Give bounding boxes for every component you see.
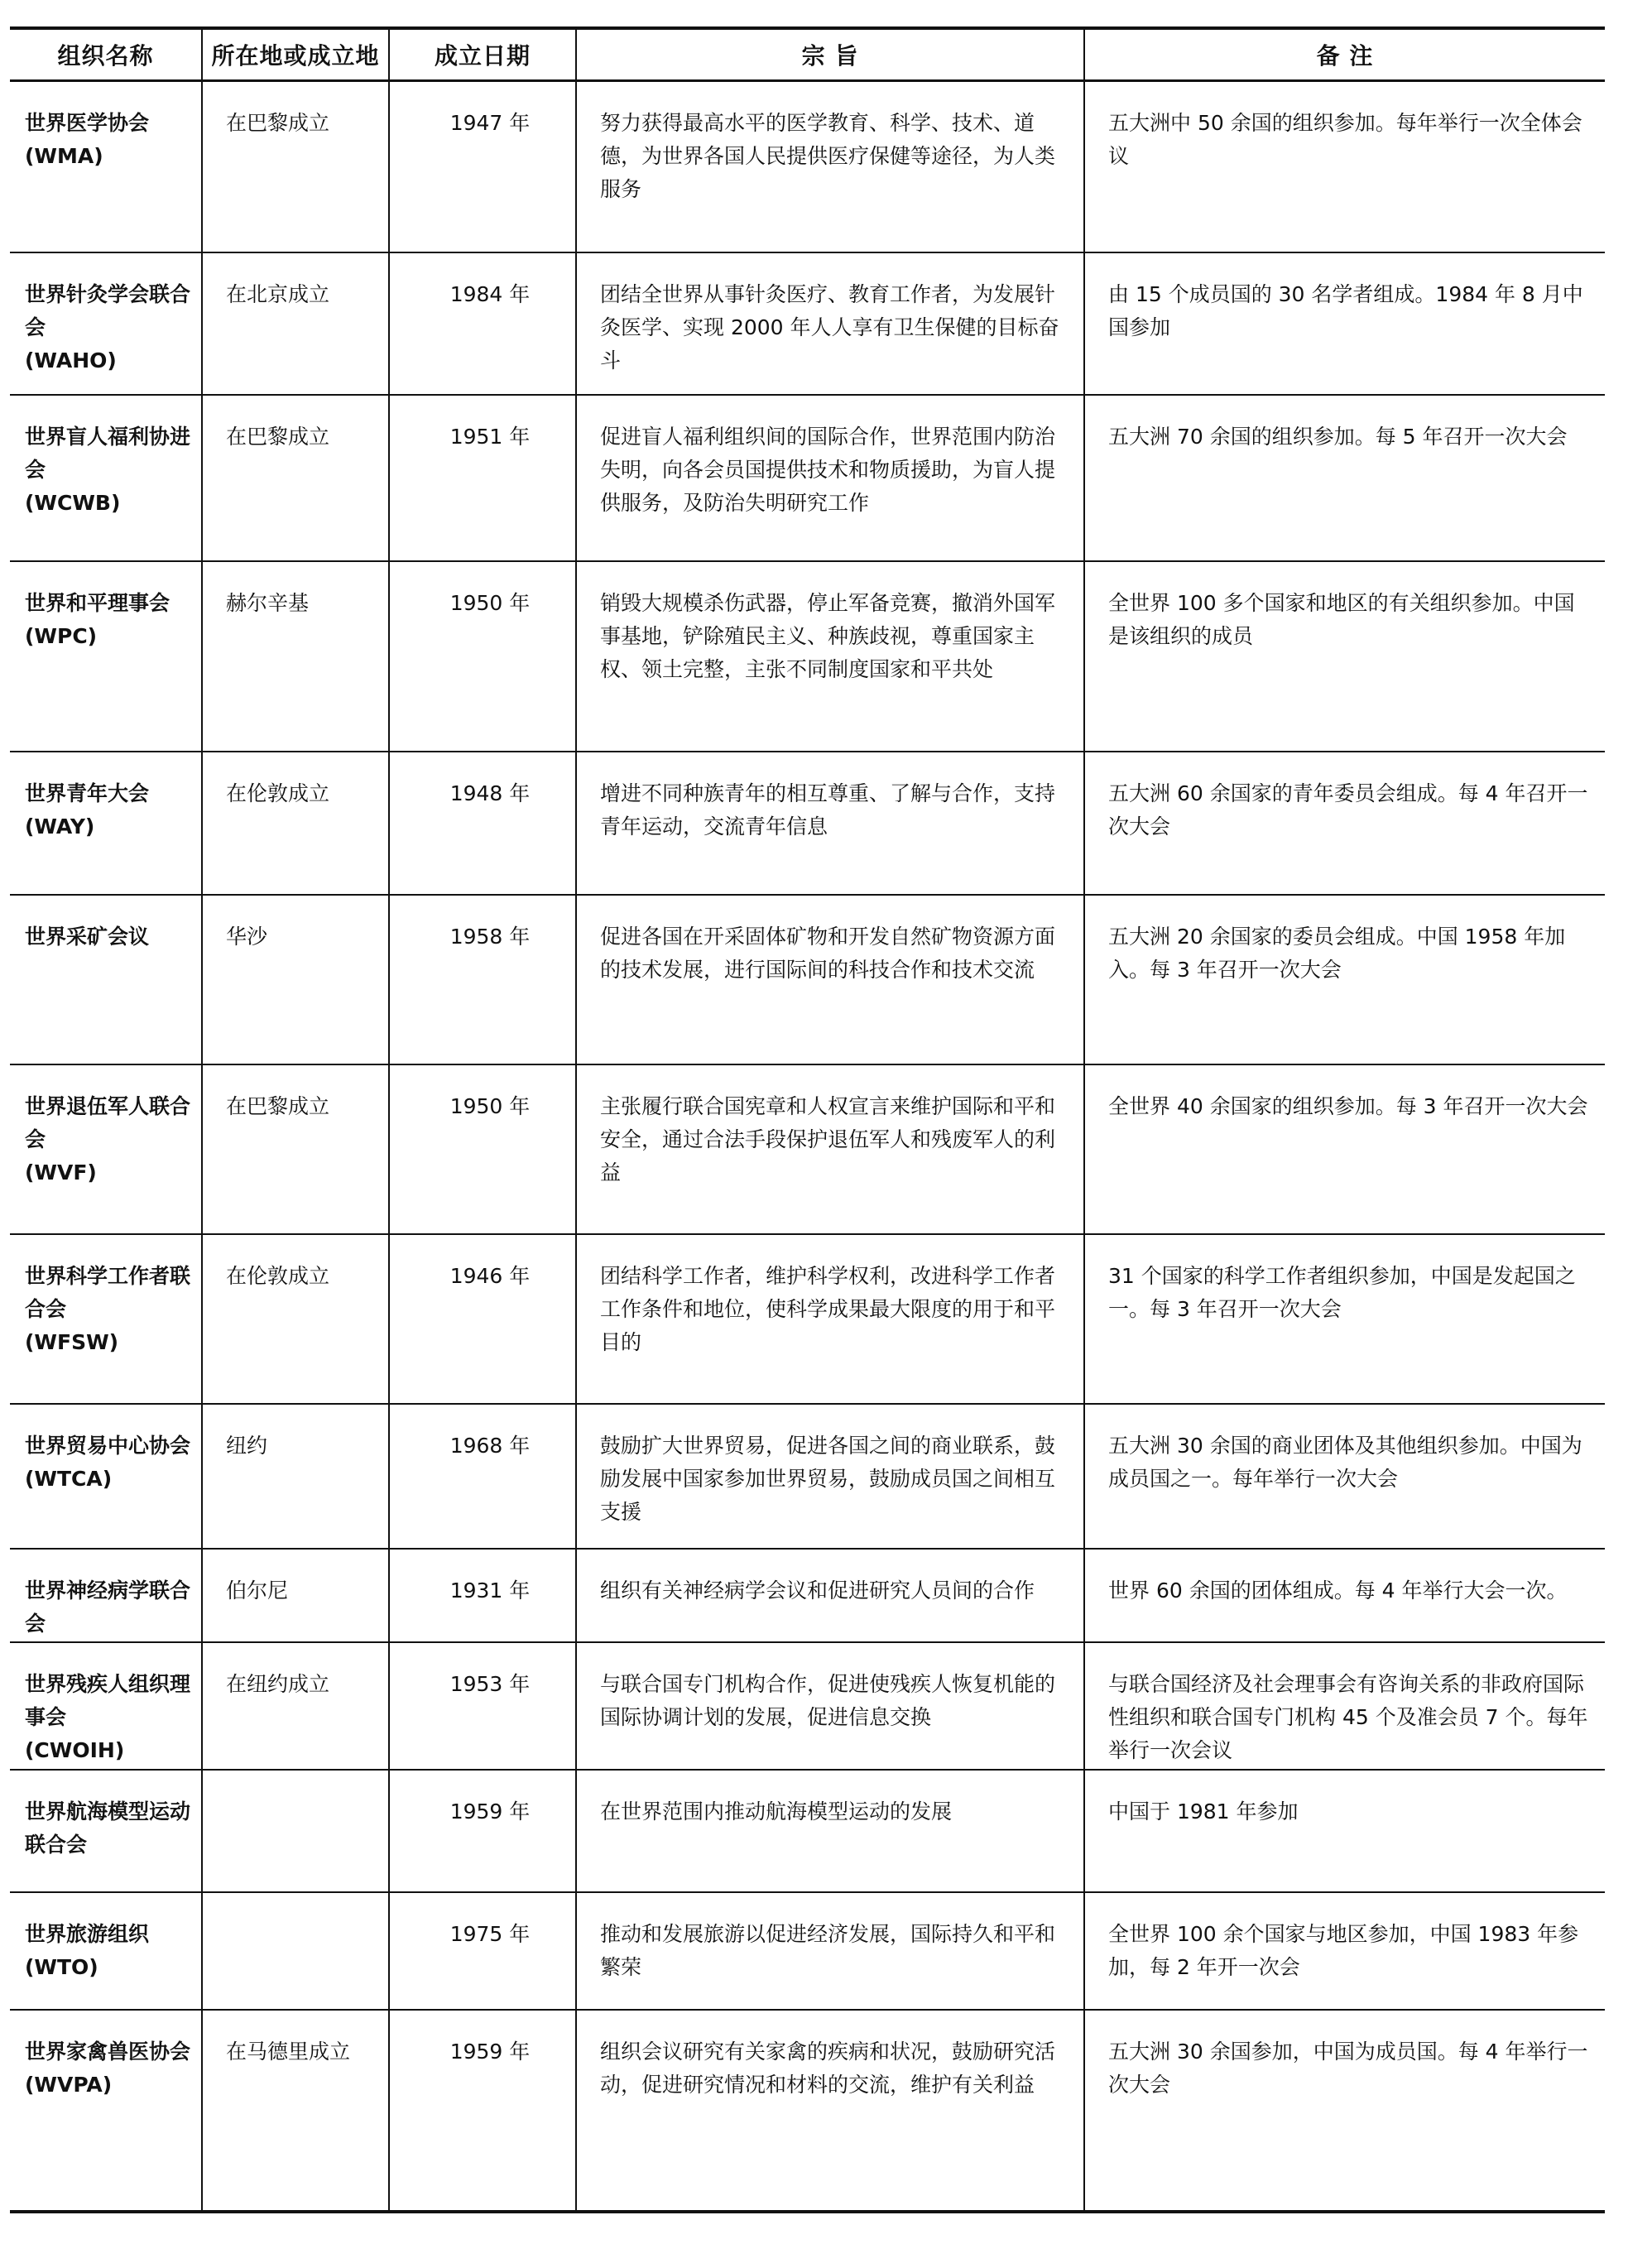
cell-location <box>202 752 389 895</box>
cell-purpose <box>576 895 1084 1064</box>
table-row <box>10 1234 1605 1404</box>
cell-notes-text: 五大洲中 50 余国的组织参加。每年举行一次全体会议 <box>1108 111 1582 168</box>
cell-purpose-text: 鼓励扩大世界贸易，促进各国之间的商业联系，鼓励发展中国家参加世界贸易，鼓励成员国之间相互支援 <box>600 1433 1056 1524</box>
cell-date <box>389 1549 576 1642</box>
cell-name <box>10 81 202 252</box>
cell-name-text: 世界旅游组织 (WTO) <box>25 1921 150 1979</box>
cell-name <box>10 1404 202 1549</box>
cell-notes <box>1084 895 1605 1064</box>
cell-date-text: 1948 年 <box>449 781 531 805</box>
cell-name <box>10 1549 202 1642</box>
cell-notes-text: 五大洲 70 余国的组织参加。每 5 年召开一次大会 <box>1108 424 1568 449</box>
table-row <box>10 1404 1605 1549</box>
cell-date-text: 1931 年 <box>449 1578 531 1602</box>
cell-location-text: 赫尔辛基 <box>226 590 310 615</box>
cell-date-text: 1950 年 <box>449 590 531 615</box>
cell-location-text: 伯尔尼 <box>226 1578 289 1602</box>
cell-notes <box>1084 1404 1605 1549</box>
cell-purpose-text: 增进不同种族青年的相互尊重、了解与合作，支持青年运动，交流青年信息 <box>600 781 1056 838</box>
table-row <box>10 395 1605 561</box>
cell-notes-text: 全世界 40 余国家的组织参加。每 3 年召开一次大会 <box>1108 1093 1588 1118</box>
cell-name-text: 世界盲人福利协进会 (WCWB) <box>25 424 191 515</box>
cell-location <box>202 1404 389 1549</box>
cell-purpose <box>576 2010 1084 2212</box>
cell-location-text: 在伦敦成立 <box>226 781 330 805</box>
cell-location <box>202 1234 389 1404</box>
cell-name <box>10 1892 202 2010</box>
cell-purpose <box>576 1642 1084 1770</box>
cell-name <box>10 395 202 561</box>
cell-location-text: 华沙 <box>226 924 268 949</box>
cell-location-text: 在纽约成立 <box>226 1671 330 1696</box>
table-row <box>10 1549 1605 1642</box>
cell-location-text: 纽约 <box>226 1433 268 1458</box>
header-location: 所在地或成立地 <box>202 28 389 81</box>
cell-purpose-text: 与联合国专门机构合作，促进使残疾人恢复机能的国际协调计划的发展，促进信息交换 <box>600 1671 1056 1729</box>
cell-notes-text: 五大洲 60 余国家的青年委员会组成。每 4 年召开一次大会 <box>1108 781 1588 838</box>
cell-date-text: 1975 年 <box>449 1921 531 1946</box>
cell-name <box>10 1770 202 1892</box>
cell-notes-text: 五大洲 30 余国的商业团体及其他组织参加。中国为成员国之一。每年举行一次大会 <box>1108 1433 1582 1491</box>
cell-date <box>389 1770 576 1892</box>
cell-date <box>389 1404 576 1549</box>
cell-location-text: 在巴黎成立 <box>226 1093 330 1118</box>
cell-date-text: 1946 年 <box>449 1263 531 1288</box>
cell-purpose-text: 努力获得最高水平的医学教育、科学、技术、道德，为世界各国人民提供医疗保健等途径，为人类服务 <box>600 111 1056 201</box>
cell-purpose <box>576 1404 1084 1549</box>
table-row <box>10 1892 1605 2010</box>
cell-location <box>202 895 389 1064</box>
cell-notes <box>1084 2010 1605 2212</box>
cell-notes <box>1084 81 1605 252</box>
cell-date <box>389 2010 576 2212</box>
cell-location <box>202 1064 389 1234</box>
table-row <box>10 81 1605 252</box>
cell-location <box>202 1642 389 1770</box>
table-row <box>10 752 1605 895</box>
cell-purpose-text: 在世界范围内推动航海模型运动的发展 <box>600 1799 953 1824</box>
cell-date-text: 1947 年 <box>449 111 531 135</box>
cell-location-text: 在巴黎成立 <box>226 111 330 135</box>
cell-name-text: 世界家禽兽医协会 (WVPA) <box>25 2039 191 2097</box>
cell-location <box>202 395 389 561</box>
cell-location <box>202 561 389 752</box>
cell-notes <box>1084 252 1605 395</box>
cell-date <box>389 1642 576 1770</box>
cell-location <box>202 2010 389 2212</box>
cell-name <box>10 252 202 395</box>
header-row <box>10 28 1605 81</box>
cell-date-text: 1953 年 <box>449 1671 531 1696</box>
cell-location-text: 在巴黎成立 <box>226 424 330 449</box>
cell-date-text: 1959 年 <box>449 1799 531 1824</box>
cell-purpose <box>576 1064 1084 1234</box>
cell-name <box>10 561 202 752</box>
cell-notes <box>1084 1770 1605 1892</box>
cell-purpose <box>576 1549 1084 1642</box>
cell-purpose <box>576 561 1084 752</box>
header-name: 组织名称 <box>10 28 202 81</box>
table-row <box>10 1770 1605 1892</box>
cell-name-text: 世界神经病学联合会 <box>25 1578 191 1636</box>
cell-purpose <box>576 1892 1084 2010</box>
cell-date <box>389 1892 576 2010</box>
cell-notes-text: 世界 60 余国的团体组成。每 4 年举行大会一次。 <box>1108 1578 1568 1602</box>
cell-location-text: 在北京成立 <box>226 281 330 306</box>
cell-location-text: 在伦敦成立 <box>226 1263 330 1288</box>
table-row <box>10 561 1605 752</box>
cell-name-text: 世界针灸学会联合会 (WAHO) <box>25 281 191 372</box>
cell-notes-text: 由 15 个成员国的 30 名学者组成。1984 年 8 月中国参加 <box>1108 281 1583 339</box>
cell-name-text: 世界青年大会 (WAY) <box>25 781 150 838</box>
cell-notes <box>1084 1234 1605 1404</box>
cell-purpose-text: 组织有关神经病学会议和促进研究人员间的合作 <box>600 1578 1035 1602</box>
cell-purpose-text: 团结科学工作者，维护科学权利，改进科学工作者工作条件和地位，使科学成果最大限度的用于和平目的 <box>600 1263 1056 1354</box>
cell-purpose <box>576 395 1084 561</box>
cell-name-text: 世界医学协会 (WMA) <box>25 111 150 168</box>
table-row <box>10 1064 1605 1234</box>
cell-notes-text: 中国于 1981 年参加 <box>1108 1799 1299 1824</box>
cell-location <box>202 1770 389 1892</box>
cell-purpose-text: 主张履行联合国宪章和人权宣言来维护国际和平和安全，通过合法手段保护退伍军人和残废军人的利益 <box>600 1093 1056 1184</box>
cell-purpose <box>576 81 1084 252</box>
cell-location <box>202 1892 389 2010</box>
cell-notes <box>1084 1892 1605 2010</box>
cell-purpose-text: 团结全世界从事针灸医疗、教育工作者，为发展针灸医学、实现 2000 年人人享有卫生保健的目标奋斗 <box>600 281 1059 372</box>
cell-purpose <box>576 752 1084 895</box>
cell-notes <box>1084 1549 1605 1642</box>
cell-name <box>10 752 202 895</box>
cell-notes <box>1084 1642 1605 1770</box>
cell-notes <box>1084 752 1605 895</box>
cell-location <box>202 81 389 252</box>
cell-purpose-text: 促进各国在开采固体矿物和开发自然矿物资源方面的技术发展，进行国际间的科技合作和技术交流 <box>600 924 1056 982</box>
cell-name-text: 世界采矿会议 <box>25 924 150 949</box>
cell-date-text: 1984 年 <box>449 281 531 306</box>
cell-date <box>389 1064 576 1234</box>
cell-date-text: 1968 年 <box>449 1433 531 1458</box>
cell-name <box>10 1642 202 1770</box>
cell-name-text: 世界残疾人组织理事会 (CWOIH) <box>25 1671 191 1762</box>
cell-notes <box>1084 1064 1605 1234</box>
cell-notes <box>1084 561 1605 752</box>
cell-purpose-text: 销毁大规模杀伤武器，停止军备竞赛，撤消外国军事基地，铲除殖民主义、种族歧视，尊重国家主权、领土完整，主张不同制度国家和平共处 <box>600 590 1056 681</box>
cell-name-text: 世界贸易中心协会 (WTCA) <box>25 1433 191 1491</box>
cell-purpose <box>576 1234 1084 1404</box>
cell-purpose <box>576 252 1084 395</box>
cell-date <box>389 81 576 252</box>
cell-date <box>389 752 576 895</box>
cell-date <box>389 395 576 561</box>
cell-name <box>10 1064 202 1234</box>
organization-table <box>10 26 1605 2213</box>
header-notes: 备 注 <box>1084 28 1605 81</box>
table-row <box>10 1642 1605 1770</box>
cell-purpose-text: 促进盲人福利组织间的国际合作，世界范围内防治失明，向各会员国提供技术和物质援助，为盲人提供服务，及防治失明研究工作 <box>600 424 1056 515</box>
cell-date-text: 1950 年 <box>449 1093 531 1118</box>
cell-notes <box>1084 395 1605 561</box>
table-row <box>10 2010 1605 2212</box>
cell-date <box>389 895 576 1064</box>
cell-notes-text: 五大洲 30 余国参加，中国为成员国。每 4 年举行一次大会 <box>1108 2039 1588 2097</box>
header-purpose: 宗 旨 <box>576 28 1084 81</box>
cell-name-text: 世界和平理事会 (WPC) <box>25 590 170 648</box>
cell-date-text: 1958 年 <box>449 924 531 949</box>
cell-notes-text: 全世界 100 余个国家与地区参加，中国 1983 年参加，每 2 年开一次会 <box>1108 1921 1579 1979</box>
header-date: 成立日期 <box>389 28 576 81</box>
cell-notes-text: 31 个国家的科学工作者组织参加，中国是发起国之一。每 3 年召开一次大会 <box>1108 1263 1576 1321</box>
cell-notes-text: 五大洲 20 余国家的委员会组成。中国 1958 年加入。每 3 年召开一次大会 <box>1108 924 1566 982</box>
cell-location-text: 在马德里成立 <box>226 2039 351 2064</box>
cell-name-text: 世界退伍军人联合会 (WVF) <box>25 1093 191 1184</box>
cell-date <box>389 1234 576 1404</box>
cell-name <box>10 1234 202 1404</box>
cell-name-text: 世界科学工作者联合会 (WFSW) <box>25 1263 191 1354</box>
cell-name-text: 世界航海模型运动联合会 <box>25 1799 191 1857</box>
table-row <box>10 252 1605 395</box>
cell-date-text: 1951 年 <box>449 424 531 449</box>
cell-location <box>202 1549 389 1642</box>
cell-name <box>10 2010 202 2212</box>
cell-date-text: 1959 年 <box>449 2039 531 2064</box>
cell-notes-text: 全世界 100 多个国家和地区的有关组织参加。中国是该组织的成员 <box>1108 590 1575 648</box>
table-row <box>10 895 1605 1064</box>
cell-purpose-text: 组织会议研究有关家禽的疾病和状况，鼓励研究活动，促进研究情况和材料的交流，维护有关利益 <box>600 2039 1056 2097</box>
cell-notes-text: 与联合国经济及社会理事会有咨询关系的非政府国际性组织和联合国专门机构 45 个及准会员 7 个。每年举行一次会议 <box>1108 1671 1588 1762</box>
cell-location-text <box>203 1771 388 1795</box>
cell-location-text <box>203 1893 388 1918</box>
cell-location <box>202 252 389 395</box>
cell-name <box>10 895 202 1064</box>
cell-date <box>389 561 576 752</box>
cell-date <box>389 252 576 395</box>
cell-purpose-text: 推动和发展旅游以促进经济发展，国际持久和平和繁荣 <box>600 1921 1056 1979</box>
cell-purpose <box>576 1770 1084 1892</box>
